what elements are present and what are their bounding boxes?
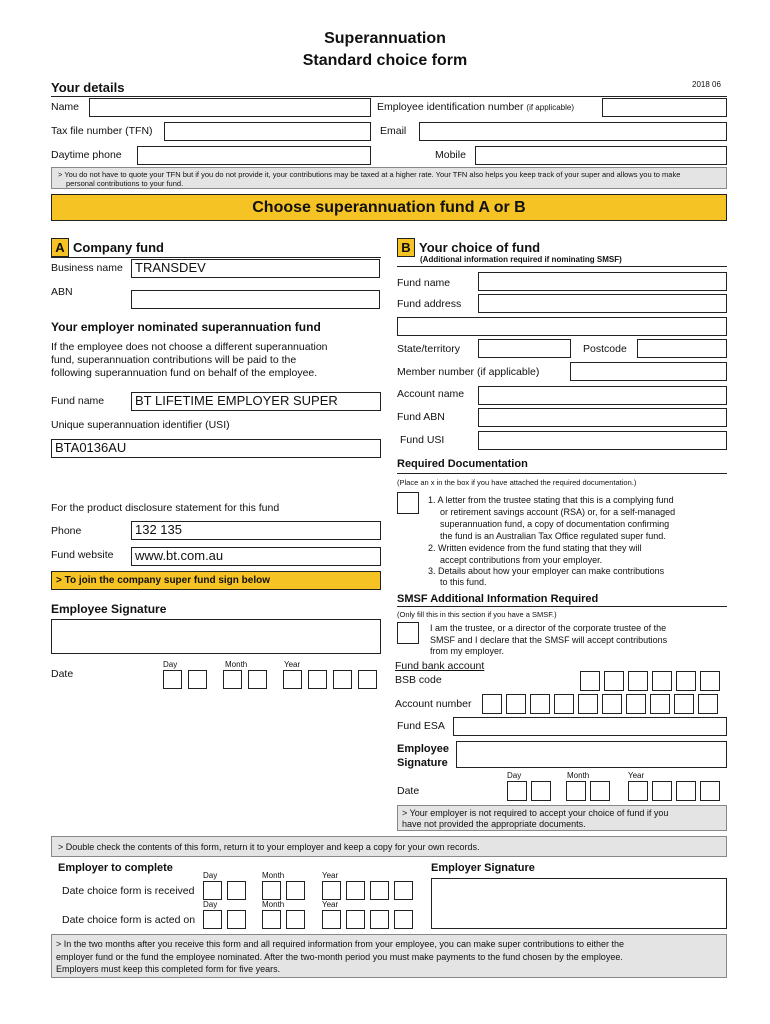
choose-fund-banner xyxy=(51,194,727,221)
form-title-line2: Standard choice form xyxy=(302,52,468,69)
fund-address-label: Fund address xyxy=(397,298,462,310)
website-input[interactable]: www.bt.com.au xyxy=(131,547,381,566)
tfn-note-line2: personal contributions to your fund. xyxy=(66,179,184,188)
employer-signature-heading: Employer Signature xyxy=(431,862,535,874)
month-label-b: Month xyxy=(567,771,590,780)
account-name-label: Account name xyxy=(397,388,465,400)
section-a-heading xyxy=(51,238,164,257)
website-label: Fund website xyxy=(51,549,114,561)
employee-signature-box-a[interactable] xyxy=(51,619,381,654)
doc-item1-line3: superannuation fund, a copy of documentation confirming xyxy=(440,519,670,529)
smsf-decl-line2: SMSF and I declare that the SMSF will accept contributions xyxy=(430,635,668,645)
employer-fund-text-line1: If the employee does not choose a different superannuation xyxy=(51,341,328,353)
your-details-heading: Your details xyxy=(51,80,125,95)
account-number-digit[interactable] xyxy=(530,694,550,714)
email-input[interactable] xyxy=(419,122,727,141)
acted-date-digit[interactable] xyxy=(262,910,281,929)
b-fund-name-input[interactable] xyxy=(478,272,727,291)
account-number-digit[interactable] xyxy=(506,694,526,714)
tfn-label: Tax file number (TFN) xyxy=(51,125,153,137)
date-digit-a[interactable] xyxy=(358,670,377,689)
b-employee-sig-label-line1: Employee xyxy=(397,743,449,755)
account-number-digit[interactable] xyxy=(602,694,622,714)
doc-item3-line1: 3. Details about how your employer can make contributions xyxy=(428,566,665,576)
account-number-digit[interactable] xyxy=(482,694,502,714)
employer-fund-text-line2: fund, superannuation contributions will be paid to the xyxy=(51,354,297,366)
date-digit-a[interactable] xyxy=(248,670,267,689)
bsb-digit[interactable] xyxy=(700,671,720,691)
doc-item2-line2: accept contributions from your employer. xyxy=(440,555,603,565)
received-date-digit[interactable] xyxy=(322,881,341,900)
date-digit-b[interactable] xyxy=(676,781,696,801)
received-date-digit[interactable] xyxy=(227,881,246,900)
acted-label: Date choice form is acted on xyxy=(62,914,196,926)
divider xyxy=(51,257,381,258)
footer-note xyxy=(51,934,727,978)
divider xyxy=(397,606,727,607)
required-doc-heading: Required Documentation xyxy=(397,458,528,470)
received-date-digit[interactable] xyxy=(370,881,389,900)
daytime-phone-input[interactable] xyxy=(137,146,371,165)
doc-item1-line1: 1. A letter from the trustee stating that this is a complying fund xyxy=(428,495,674,505)
fund-name-input[interactable]: BT LIFETIME EMPLOYER SUPER xyxy=(131,392,381,411)
date-digit-a[interactable] xyxy=(308,670,327,689)
date-digit-b[interactable] xyxy=(652,781,672,801)
employee-signature-heading: Employee Signature xyxy=(51,602,167,616)
fund-abn-label: Fund ABN xyxy=(397,411,445,423)
received-date-digit[interactable] xyxy=(346,881,365,900)
received-label: Date choice form is received xyxy=(62,885,195,897)
section-a-letter: A xyxy=(51,238,69,257)
bsb-digit[interactable] xyxy=(628,671,648,691)
phone-label: Phone xyxy=(51,525,82,537)
member-number-input[interactable] xyxy=(570,362,727,381)
double-check-note xyxy=(51,836,727,857)
day-label-a: Day xyxy=(163,660,178,669)
mobile-label: Mobile xyxy=(435,149,466,161)
date-label-a: Date xyxy=(51,668,74,680)
date-digit-b[interactable] xyxy=(531,781,551,801)
pds-label: For the product disclosure statement for this fund xyxy=(51,502,280,514)
required-doc-note: (Place an x in the box if you have attached the required documentation.) xyxy=(397,478,637,487)
name-input[interactable] xyxy=(89,98,371,117)
received-date-digit[interactable] xyxy=(262,881,281,900)
bsb-digit[interactable] xyxy=(604,671,624,691)
smsf-heading: SMSF Additional Information Required xyxy=(397,593,599,605)
acted-date-digit[interactable] xyxy=(322,910,341,929)
employer-month-label-2: Month xyxy=(262,900,285,909)
employer-year-label-2: Year xyxy=(322,900,339,909)
b-employee-sig-label-line2: Signature xyxy=(397,757,448,769)
bsb-label: BSB code xyxy=(395,674,442,686)
fund-name-label: Fund name xyxy=(51,395,105,407)
b-fund-name-label: Fund name xyxy=(397,277,451,289)
tfn-note xyxy=(51,167,727,189)
join-fund-banner xyxy=(51,571,381,590)
abn-label: ABN xyxy=(51,286,73,298)
date-digit-b[interactable] xyxy=(507,781,527,801)
smsf-checkbox[interactable] xyxy=(397,622,419,644)
year-label-b: Year xyxy=(628,771,645,780)
account-number-digit[interactable] xyxy=(554,694,574,714)
account-name-input[interactable] xyxy=(478,386,727,405)
business-name-input[interactable]: TRANSDEV xyxy=(131,259,380,278)
year-label-a: Year xyxy=(284,660,301,669)
footer-note-line1: > In the two months after you receive this form and all required information from your employee, you can make super contributions to either the xyxy=(56,939,625,949)
employee-id-input[interactable] xyxy=(602,98,727,117)
employee-id-label: Employee identification number (if applicable) xyxy=(377,101,574,113)
abn-input[interactable] xyxy=(131,290,380,309)
smsf-decl-line3: from my employer. xyxy=(430,646,505,656)
tfn-note-line1: > You do not have to quote your TFN but if you do not provide it, your contributions may be taxed at a higher rate. Your TFN also helps you keep track of your super and allows you to make xyxy=(58,170,681,179)
received-date-digit[interactable] xyxy=(203,881,222,900)
bsb-digit[interactable] xyxy=(580,671,600,691)
divider xyxy=(51,96,727,97)
bsb-digit[interactable] xyxy=(652,671,672,691)
section-b-letter: B xyxy=(397,238,415,257)
employer-note-line1: > Your employer is not required to accept your choice of fund if you xyxy=(402,808,669,818)
date-digit-b[interactable] xyxy=(590,781,610,801)
doc-item1-line4: the fund is an Australian Tax Office regulated super fund. xyxy=(440,531,666,541)
footer-note-line3: Employers must keep this completed form for five years. xyxy=(56,964,281,974)
phone-input[interactable]: 132 135 xyxy=(131,521,381,540)
date-digit-a[interactable] xyxy=(223,670,242,689)
business-name-label: Business name xyxy=(51,262,123,274)
date-digit-b[interactable] xyxy=(566,781,586,801)
date-label-b: Date xyxy=(397,785,420,797)
acted-date-digit[interactable] xyxy=(227,910,246,929)
account-number-label: Account number xyxy=(395,698,472,710)
acted-date-digit[interactable] xyxy=(346,910,365,929)
employer-day-label-1: Day xyxy=(203,871,218,880)
fund-esa-input[interactable] xyxy=(453,717,727,736)
form-title-line1: Superannuation xyxy=(324,30,446,47)
date-digit-b[interactable] xyxy=(700,781,720,801)
acted-date-digit[interactable] xyxy=(394,910,413,929)
section-a-title: Company fund xyxy=(73,240,164,255)
employer-year-label-1: Year xyxy=(322,871,339,880)
state-input[interactable] xyxy=(478,339,571,358)
received-date-digit[interactable] xyxy=(286,881,305,900)
received-date-digit[interactable] xyxy=(394,881,413,900)
daytime-phone-label: Daytime phone xyxy=(51,149,122,161)
fund-abn-input[interactable] xyxy=(478,408,727,427)
employee-signature-box-b[interactable] xyxy=(456,741,727,768)
double-check-text: > Double check the contents of this form, return it to your employer and keep a copy for your own records. xyxy=(58,842,480,852)
section-b-title: Your choice of fund xyxy=(419,240,541,255)
day-label-b: Day xyxy=(507,771,522,780)
acted-date-digit[interactable] xyxy=(286,910,305,929)
employer-fund-text-line3: following superannuation fund on behalf of the employee. xyxy=(51,367,318,379)
account-number-digit[interactable] xyxy=(626,694,646,714)
account-number-digit[interactable] xyxy=(674,694,694,714)
doc-item2-line1: 2. Written evidence from the fund stating that they will xyxy=(428,543,642,553)
email-label: Email xyxy=(380,125,407,137)
employer-month-label-1: Month xyxy=(262,871,285,880)
required-doc-checkbox[interactable] xyxy=(397,492,419,514)
date-digit-a[interactable] xyxy=(283,670,302,689)
employer-choice-note xyxy=(397,805,727,831)
divider xyxy=(397,266,727,267)
postcode-input[interactable] xyxy=(637,339,727,358)
join-fund-banner-text: > To join the company super fund sign below xyxy=(56,575,270,586)
employer-heading: Employer to complete xyxy=(58,862,173,874)
smsf-note: (Only fill this in this section if you have a SMSF.) xyxy=(397,610,557,619)
date-digit-a[interactable] xyxy=(333,670,352,689)
date-digit-b[interactable] xyxy=(628,781,648,801)
fund-esa-label: Fund ESA xyxy=(397,720,445,732)
usi-label: Unique superannuation identifier (USI) xyxy=(51,419,230,431)
footer-note-line2: employer fund or the fund the employee nominated. After the two-month period you must make payments to the fund chosen by the employee. xyxy=(56,952,623,962)
employer-day-label-2: Day xyxy=(203,900,218,909)
form-version: 2018 06 xyxy=(692,80,721,89)
account-number-digit[interactable] xyxy=(578,694,598,714)
usi-input[interactable]: BTA0136AU xyxy=(51,439,381,458)
date-digit-a[interactable] xyxy=(163,670,182,689)
doc-item1-line2: or retirement savings account (RSA) or, for a self-managed xyxy=(440,507,676,517)
bsb-digit[interactable] xyxy=(676,671,696,691)
employer-fund-heading: Your employer nominated superannuation fund xyxy=(51,320,321,334)
fund-address-input-2[interactable] xyxy=(397,317,727,336)
fund-usi-input[interactable] xyxy=(478,431,727,450)
account-number-digit[interactable] xyxy=(698,694,718,714)
mobile-input[interactable] xyxy=(475,146,727,165)
acted-date-digit[interactable] xyxy=(203,910,222,929)
section-b-subheading: (Additional information required if nominating SMSF) xyxy=(420,255,622,264)
month-label-a: Month xyxy=(225,660,248,669)
date-digit-a[interactable] xyxy=(188,670,207,689)
state-label: State/territory xyxy=(397,343,461,355)
member-number-label: Member number (if applicable) xyxy=(397,366,540,378)
employer-signature-box[interactable] xyxy=(431,878,727,929)
acted-date-digit[interactable] xyxy=(370,910,389,929)
employer-note-line2: have not provided the appropriate documents. xyxy=(402,819,586,829)
tfn-input[interactable] xyxy=(164,122,371,141)
choose-fund-banner-text: Choose superannuation fund A or B xyxy=(252,199,526,216)
fund-bank-label: Fund bank account xyxy=(395,660,485,672)
doc-item3-line2: to this fund. xyxy=(440,577,487,587)
fund-address-input[interactable] xyxy=(478,294,727,313)
fund-usi-label: Fund USI xyxy=(400,434,445,446)
postcode-label: Postcode xyxy=(583,343,627,355)
divider xyxy=(397,473,727,474)
name-label: Name xyxy=(51,101,80,113)
smsf-decl-line1: I am the trustee, or a director of the corporate trustee of the xyxy=(430,623,667,633)
account-number-digit[interactable] xyxy=(650,694,670,714)
